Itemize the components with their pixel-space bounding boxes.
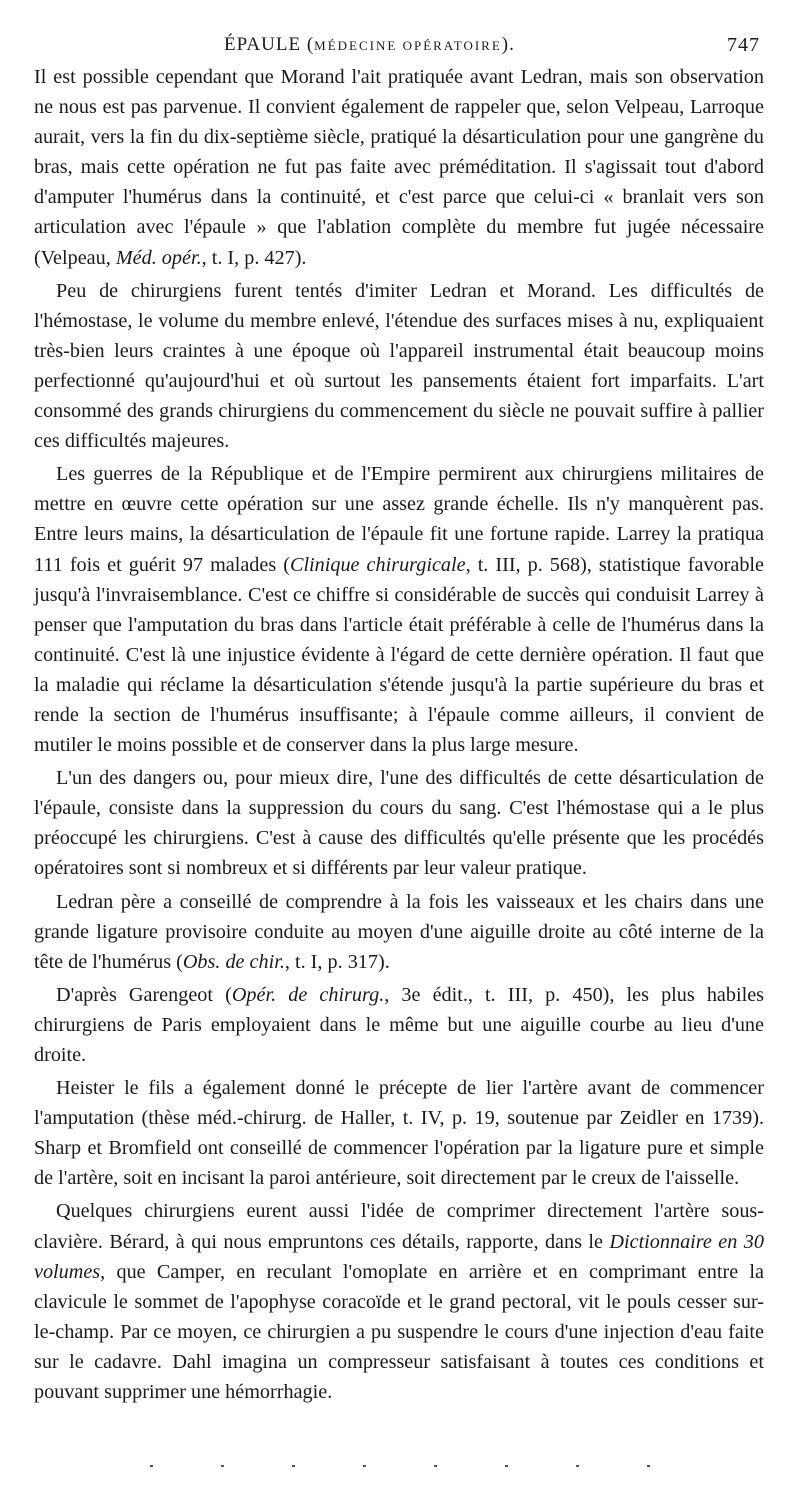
paragraph-1-citation: Méd. opér. (115, 246, 202, 269)
running-title-prefix: ÉPAULE ( (224, 34, 315, 55)
scan-dot (505, 1465, 508, 1467)
body-text (34, 62, 764, 1407)
scan-dot (434, 1465, 437, 1467)
paragraph-3-citation: Clinique chirurgicale (289, 553, 466, 576)
paragraph-1-end: , t. I, p. 427). (201, 246, 307, 269)
scan-dot (363, 1465, 366, 1467)
scan-dot (150, 1465, 153, 1467)
page (34, 28, 764, 1407)
paragraph-7: Heister le fils a également donné le précepte de lier l'artère avant de commencer l'amputation (thèse méd.-chirurg. de Haller, t. IV, p. 19, soutenue par Zeidler en 1739). Sharp et Bromfield ont conseillé de commencer l'opération par la ligature pure et simple de l'artère, soit en incisant la paroi antérieure, soit directement par le creux de l'aisselle. (34, 1077, 764, 1190)
paragraph-3 (34, 459, 764, 760)
paragraph-6 (34, 980, 764, 1070)
scan-dot (647, 1465, 650, 1467)
scan-artifact-dots (150, 1465, 650, 1469)
paragraph-2: Peu de chirurgiens furent tentés d'imiter Ledran et Morand. Les difficultés de l'hémostase, le volume du membre enlevé, l'étendue des surfaces mises à nu, expliquaient très-bien leurs craintes à une époque où l'appareil instrumental était beaucoup moins perfectionné qu'aujourd'hui et où surtout les pansements étaient fort imparfaits. L'art consommé des grands chirurgiens du commencement du siècle ne pouvait suffire à pallier ces difficultés majeures. (34, 279, 764, 453)
running-title-smallcaps: MÉDECINE OPÉRATOIRE (314, 38, 502, 53)
paragraph-5-text-b: , t. I, p. 317). (284, 950, 390, 973)
scan-dot (292, 1465, 295, 1467)
paragraph-8-citation: Dictionnaire en 30 volumes (34, 1230, 764, 1283)
paragraph-6-text-b: , 3e édit., t. III, p. 450), les plus habiles chirurgiens de Paris employaient dans le même but une aiguille courbe au lieu d'une droite. (34, 983, 765, 1066)
paragraph-5-text-a: Ledran père a conseillé de comprendre à la fois les vaisseaux et les chairs dans une grande ligature provisoire conduite au moyen d'une aiguille droite au côté interne de la tête de l'humérus ( (34, 890, 764, 973)
paragraph-8 (34, 1196, 764, 1407)
scan-dot (221, 1465, 224, 1467)
paragraph-8-text-a: Quelques chirurgiens eurent aussi l'idée de comprimer directement l'artère sous-clavière. Bérard, à qui nous empruntons ces détails, rapporte, dans le (34, 1200, 764, 1253)
paragraph-4: L'un des dangers ou, pour mieux dire, l'une des difficultés de cette désarticulation de l'épaule, consiste dans la suppression du cours du sang. C'est l'hémostase qui a le plus préoccupé les chirurgiens. C'est à cause des difficultés qu'elle présente que les procédés opératoires sont si nombreux et si différents par leur valeur pratique. (34, 767, 764, 880)
running-title-suffix: ). (501, 34, 515, 55)
running-title (224, 34, 515, 56)
scan-dot (576, 1465, 579, 1467)
paragraph-1-text: Il est possible cependant que Morand l'ait pratiquée avant Ledran, mais son observation ne nous est pas parvenue. Il convient également de rappeler que, selon Velpeau, Larroque aurait, vers la fin du dix-septième siècle, pratiqué la désarticulation pour une gangrène du bras, mais cette opération ne fut pas faite avec préméditation. Il s'agissait tout d'abord d'amputer l'humérus dans la continuité, et c'est parce que celui-ci « branlait vers son articulation avec l'épaule » que l'ablation complète du membre fut jugée nécessaire (Velpeau, (34, 66, 764, 269)
paragraph-5-citation: Obs. de chir. (182, 950, 285, 973)
paragraph-6-citation: Opér. de chirurg. (231, 983, 385, 1006)
paragraph-6-text-a: D'après Garengeot ( (56, 983, 232, 1006)
paragraph-8-text-b: , que Camper, en reculant l'omoplate en arrière et en comprimant entre la clavicule le sommet de l'apophyse coracoïde et le grand pectoral, vit le pouls cesser sur-le-champ. Par ce moyen, ce chirurgien a pu suspendre le cours d'une injection d'eau faite sur le cadavre. Dahl imagina un compresseur satisfaisant à toutes ces conditions et pouvant supprimer une hémorrhagie. (34, 1260, 764, 1404)
running-header (34, 28, 764, 62)
page-number: 747 (727, 34, 760, 56)
paragraph-3-text-a: Les guerres de la République et de l'Empire permirent aux chirurgiens militaires de mettre en œuvre cette opération sur une assez grande échelle. Ils n'y manquèrent pas. Entre leurs mains, la désarticulation de l'épaule fit une fortune rapide. Larrey la pratiqua 111 fois et guérit 97 malades ( (34, 463, 764, 576)
paragraph-3-text-b: , t. III, p. 568), statistique favorable jusqu'à l'invraisemblance. C'est ce chiffre si considérable de succès qui conduisit Larrey à penser que l'amputation du bras dans l'article était préférable à celle de l'humérus dans la continuité. C'est là une injustice évidente à l'égard de cette dernière opération. Il faut que la maladie qui réclame la désarticulation s'étende jusqu'à la partie supérieure du bras et rende la section de l'humérus insuffisante; à l'épaule comme ailleurs, il convient de mutiler le moins possible et de conserver dans la plus large mesure. (34, 553, 764, 757)
paragraph-1 (34, 62, 764, 273)
paragraph-5 (34, 887, 764, 977)
